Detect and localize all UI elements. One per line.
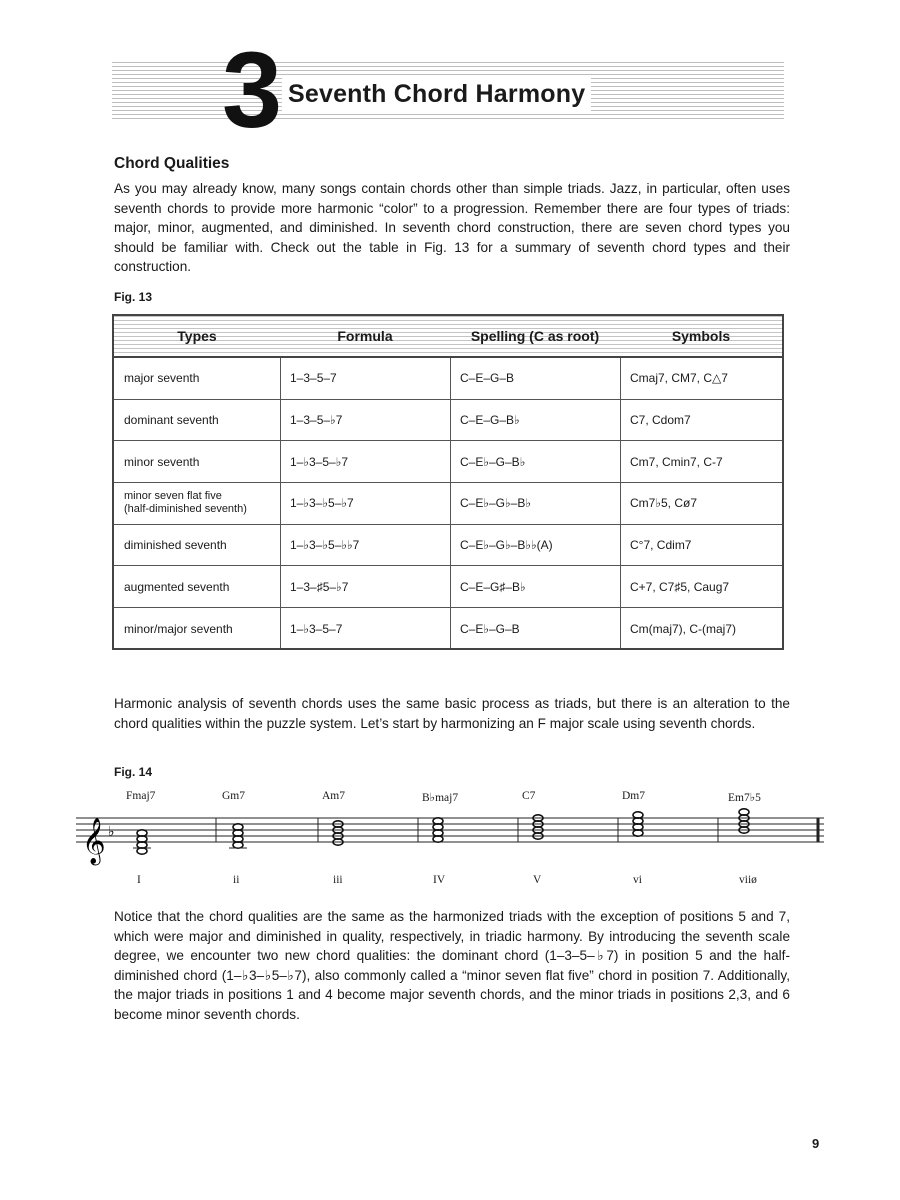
fig13-label: Fig. 13 xyxy=(114,290,153,304)
table-cell: C–E♭–G♭–B♭ xyxy=(460,496,532,511)
table-cell: major seventh xyxy=(124,371,200,386)
table-cell: augmented seventh xyxy=(124,579,230,594)
chapter-number: 3 xyxy=(222,29,283,150)
table-row xyxy=(114,483,782,525)
fig14-label: Fig. 14 xyxy=(114,765,153,779)
section-heading: Chord Qualities xyxy=(114,155,230,172)
chord-types-table xyxy=(112,314,784,650)
roman-numeral: ii xyxy=(233,874,240,886)
table-cell: dominant seventh xyxy=(124,413,219,428)
chord-symbol: Am7 xyxy=(322,790,345,802)
table-row xyxy=(114,441,782,483)
treble-clef-icon: 𝄞 xyxy=(82,818,106,864)
table-cell: 1–3–5–7 xyxy=(290,371,337,386)
music-staff xyxy=(76,790,826,890)
table-cell: C–E–G♯–B♭ xyxy=(460,579,526,594)
table-header-symbols: Symbols xyxy=(671,328,731,344)
table-cell: Cmaj7, CM7, C△7 xyxy=(630,371,728,386)
table-header-formula: Formula xyxy=(337,328,393,344)
music-staff-figure xyxy=(76,790,826,890)
table-cell: C°7, Cdim7 xyxy=(630,538,692,553)
chord-symbol: Fmaj7 xyxy=(126,790,156,802)
table-row xyxy=(114,400,782,442)
table-header-spelling: Spelling (C as root) xyxy=(470,328,600,344)
roman-numeral: I xyxy=(137,874,141,886)
chord-symbol: Dm7 xyxy=(622,790,645,802)
table-cell: Cm(maj7), C-(maj7) xyxy=(630,622,736,637)
table-cell: minor seventh xyxy=(124,454,200,469)
table-row xyxy=(114,525,782,567)
chord-symbol: C7 xyxy=(522,790,536,802)
table-cell: C–E–G–B♭ xyxy=(460,413,520,428)
roman-numeral: viiø xyxy=(739,874,757,886)
chord-symbol: Em7♭5 xyxy=(728,792,761,804)
table-cell: Cm7♭5, Cø7 xyxy=(630,496,698,511)
notice-paragraph: Notice that the chord qualities are the same as the harmonized triads with the exception of positions 5 and 7, which were major and diminished in quality, respectively, in triadic harmony. By introducing the seventh scale degree, we encounter two new chord qualities: the dominant chord (1–3–5–♭7) in position 5 and the half-diminished chord (1–♭3–♭5–♭7), also commonly called a “minor seven flat five” chord in position 7. Additionally, the major triads in positions 1 and 4 become major seventh chords, and the minor triads in positions 2,3, and 6 become minor seventh chords. xyxy=(114,909,790,1022)
key-signature-flat-icon: ♭ xyxy=(108,824,115,840)
table-cell: minor/major seventh xyxy=(124,622,233,637)
table-cell: 1–♭3–♭5–♭7 xyxy=(290,496,354,511)
chord-symbol: Gm7 xyxy=(222,790,245,802)
table-row xyxy=(114,567,782,609)
roman-numeral: vi xyxy=(633,874,642,886)
table-header-row xyxy=(114,316,782,358)
table-cell: Cm7, Cmin7, C-7 xyxy=(630,454,723,469)
table-cell: 1–3–5–♭7 xyxy=(290,413,343,428)
page-number: 9 xyxy=(812,1136,820,1151)
table-cell: C–E♭–G♭–B♭♭(A) xyxy=(460,538,553,553)
roman-numeral: IV xyxy=(433,874,446,886)
table-row xyxy=(114,358,782,400)
table-cell: minor seven flat five (half-diminished seventh) xyxy=(124,490,247,516)
table-cell: 1–♭3–5–♭7 xyxy=(290,454,349,469)
analysis-paragraph: Harmonic analysis of seventh chords uses the same basic process as triads, but there is an alteration to the chord qualities within the puzzle system. Let’s start by harmonizing an F major scale using seventh chords. xyxy=(114,696,790,731)
table-cell: diminished seventh xyxy=(124,538,227,553)
table-cell: 1–♭3–5–7 xyxy=(290,622,343,637)
table-cell: 1–3–♯5–♭7 xyxy=(290,579,349,594)
table-row xyxy=(114,608,782,650)
chapter-title: Seventh Chord Harmony xyxy=(282,78,591,113)
table-cell: C+7, C7♯5, Caug7 xyxy=(630,579,730,594)
intro-paragraph: As you may already know, many songs contain chords other than simple triads. Jazz, in particular, often uses seventh chords to provide more harmonic “color” to a progression. Remember there are four types of triads: major, minor, augmented, and diminished. In seventh chord construction, there are seven chord types you should be familiar with. Check out the table in Fig. 13 for a summary of seventh chord types and their construction. xyxy=(114,181,790,275)
roman-numeral: iii xyxy=(333,874,343,886)
table-header-types: Types xyxy=(177,328,217,344)
table-cell: C–E♭–G–B xyxy=(460,622,520,637)
table-cell: C–E–G–B xyxy=(460,371,515,386)
table-cell: C–E♭–G–B♭ xyxy=(460,454,526,469)
table-cell: 1–♭3–♭5–♭♭7 xyxy=(290,538,360,553)
chord-symbol: B♭maj7 xyxy=(422,792,459,804)
table-cell: C7, Cdom7 xyxy=(630,413,691,428)
roman-numeral: V xyxy=(533,874,542,886)
